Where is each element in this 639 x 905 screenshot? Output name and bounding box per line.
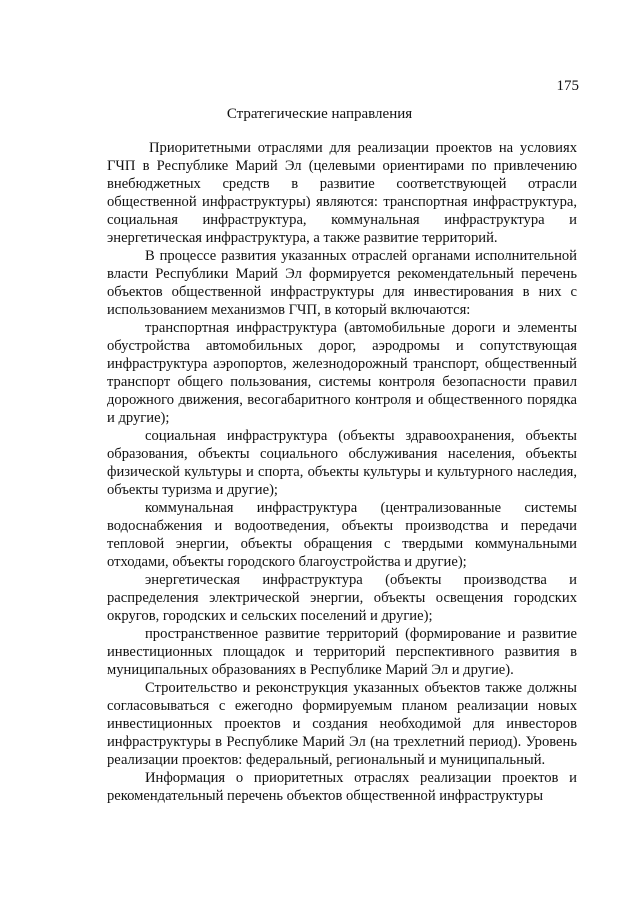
section-heading: Стратегические направления <box>226 106 413 122</box>
paragraph-transport-infrastructure: транспортная инфраструктура (автомобильные дороги и элементы обустройства автомобильных дорог, аэродромы и сопутствующая инфраструктура аэропортов, железнодорожный транспорт, общественный транспорт общего пользования, системы контроля безопасности правил дорожного движения, весогабаритного контроля и общественного порядка и другие); <box>107 320 577 426</box>
paragraph-spatial-development: пространственное развитие территорий (формирование и развитие инвестиционных площадок и территорий перспективного развития в муниципальных образованиях в Республике Марий Эл и другие). <box>107 626 577 678</box>
body-text <box>107 139 577 805</box>
paragraph-energy-infrastructure: энергетическая инфраструктура (объекты производства и распределения электрической энергии, объекты освещения городских округов, городских и сельских поселений и другие); <box>107 572 577 624</box>
paragraph-communal-infrastructure: коммунальная инфраструктура (централизованные системы водоснабжения и водоотведения, объекты производства и передачи тепловой энергии, объекты обращения с твердыми коммунальными отходами, объекты городского благоустройства и другие); <box>107 500 577 570</box>
page-number: 175 <box>556 78 579 94</box>
paragraph-information: Информация о приоритетных отраслях реализации проектов и рекомендательный перечень объектов общественной инфраструктуры <box>107 770 577 804</box>
paragraph-recommended-list: В процессе развития указанных отраслей органами исполнительной власти Республики Марий Эл формируется рекомендательный перечень объектов общественной инфраструктуры для инвестирования в них с использованием механизмов ГЧП, в который включаются: <box>107 248 577 318</box>
paragraph-construction-coordination: Строительство и реконструкция указанных объектов также должны согласовываться с ежегодно формируемым планом реализации новых инвестиционных проектов и создания необходимой для инвесторов инфраструктуры в Республике Марий Эл (на трехлетний период). Уровень реализации проектов: федеральный, региональный и муниципальный. <box>107 680 577 768</box>
paragraph-priority-sectors: Приоритетными отраслями для реализации проектов на условиях ГЧП в Республике Марий Эл (целевыми ориентирами по привлечению внебюджетных средств в развитие соответствующей отрасли общественной инфраструктуры) являются: транспортная инфраструктура, социальная инфраструктура, коммунальная инфраструктура и энергетическая инфраструктура, а также развитие территорий. <box>107 140 577 246</box>
paragraph-social-infrastructure: социальная инфраструктура (объекты здравоохранения, объекты образования, объекты социального обслуживания населения, объекты физической культуры и спорта, объекты культуры и культурного наследия, объекты туризма и другие); <box>107 428 577 498</box>
